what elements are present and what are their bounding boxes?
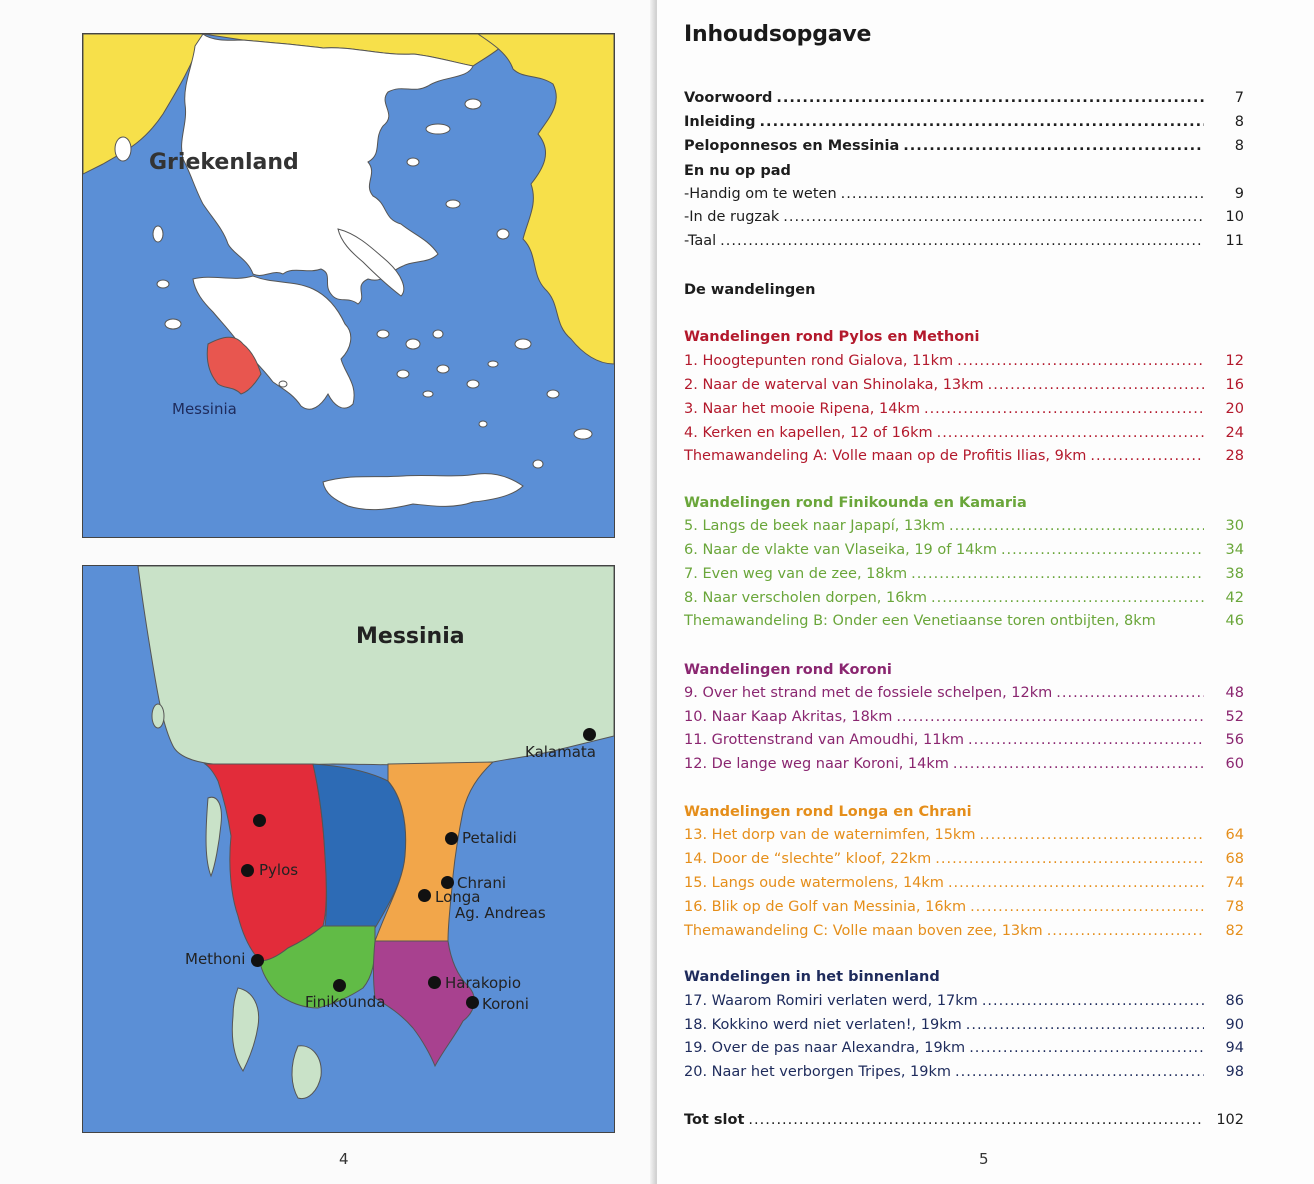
finikounda-dot — [333, 979, 346, 992]
toc-entry-title: 14. Door de “slechte” kloof, 22km — [684, 851, 932, 867]
messinia-map-title: Messinia — [356, 624, 465, 649]
toc-entry-title: Themawandeling A: Volle maan op de Profitis Ilias, 9km — [684, 448, 1087, 464]
toc-entry-title: 9. Over het strand met de fossiele schelpen, 12km — [684, 685, 1053, 701]
koroni-dot — [466, 996, 479, 1009]
leader-dots — [841, 186, 1204, 202]
toc-row — [684, 448, 1244, 464]
harakopio-label: Harakopio — [445, 974, 522, 992]
toc-row — [684, 875, 1244, 891]
leader-dots — [968, 732, 1204, 748]
toc-entry-page: 64 — [1225, 827, 1244, 843]
toc-entry-page: 94 — [1225, 1040, 1244, 1056]
finikounda-label: Finikounda — [305, 993, 386, 1011]
leader-dots — [1090, 448, 1204, 464]
toc-entry-title: Themawandeling C: Volle maan boven zee, 13km — [684, 923, 1043, 939]
leader-dots — [966, 1017, 1204, 1033]
methoni-dot — [251, 954, 264, 967]
toc-entry-page: 28 — [1225, 448, 1244, 464]
toc-entry-title: 12. De lange weg naar Koroni, 14km — [684, 756, 949, 772]
toc-entry-page: 90 — [1225, 1017, 1244, 1033]
messinia-map-graphic — [83, 566, 614, 1132]
toc-row — [684, 233, 1244, 249]
leader-dots — [903, 138, 1204, 154]
left-page — [0, 0, 655, 1184]
right-page-number: 5 — [979, 1150, 989, 1168]
toc-row — [684, 353, 1244, 369]
toc-row — [684, 1017, 1244, 1033]
toc-entry-title: 1. Hoogtepunten rond Gialova, 11km — [684, 353, 954, 369]
toc-entry-page: 38 — [1225, 566, 1244, 582]
toc-entry-title: 15. Langs oude watermolens, 14km — [684, 875, 944, 891]
toc-entry-page: 42 — [1225, 590, 1244, 606]
leader-dots — [953, 756, 1204, 772]
section-heading-binnenland: Wandelingen in het binnenland — [684, 969, 940, 985]
methoni-label: Methoni — [185, 950, 246, 968]
toc-row-peloponnesos — [684, 138, 1244, 154]
toc-entry-title: 16. Blik op de Golf van Messinia, 16km — [684, 899, 967, 915]
leader-dots — [1056, 685, 1204, 701]
toc-entry-title: 13. Het dorp van de waternimfen, 15km — [684, 827, 976, 843]
toc-row — [684, 1040, 1244, 1056]
longa-label: Longa — [435, 888, 481, 906]
toc-row — [684, 377, 1244, 393]
toc-entry-page: 12 — [1225, 353, 1244, 369]
leader-dots — [937, 425, 1204, 441]
toc-row-voorwoord — [684, 90, 1244, 106]
leader-dots — [957, 353, 1204, 369]
toc-entry-page: 68 — [1225, 851, 1244, 867]
toc-row — [684, 518, 1244, 534]
toc-row — [684, 993, 1244, 1009]
toc-entry-page: 60 — [1225, 756, 1244, 772]
toc-entry-title: 19. Over de pas naar Alexandra, 19km — [684, 1040, 966, 1056]
leader-dots — [955, 1064, 1204, 1080]
toc-entry-title: Peloponnesos en Messinia — [684, 138, 900, 154]
chrani-label: Chrani — [457, 874, 507, 892]
leader-dots — [979, 827, 1204, 843]
section-heading-finikounda: Wandelingen rond Finikounda en Kamaria — [684, 495, 1027, 511]
leader-dots — [896, 709, 1204, 725]
toc-entry-title: Voorwoord — [684, 90, 773, 106]
toc-entry-title: -Taal — [684, 233, 717, 249]
greece-map-graphic — [83, 34, 614, 537]
leader-dots — [931, 590, 1204, 606]
toc-row — [684, 923, 1244, 939]
toc-row — [684, 827, 1244, 843]
toc-entry-title: 2. Naar de waterval van Shinolaka, 13km — [684, 377, 984, 393]
toc-row — [684, 590, 1244, 606]
leader-dots — [969, 1040, 1204, 1056]
pylos-label: Pylos — [259, 861, 299, 879]
toc-entry-title: Themawandeling B: Onder een Venetiaanse toren ontbijten, 8km — [684, 613, 1156, 629]
toc-heading-walks: De wandelingen — [684, 282, 816, 298]
toc-row — [684, 401, 1244, 417]
toc-entry-title: -In de rugzak — [684, 209, 780, 225]
leader-dots — [720, 233, 1204, 249]
toc-row — [684, 732, 1244, 748]
toc-entry-page: 78 — [1225, 899, 1244, 915]
section-heading-koroni: Wandelingen rond Koroni — [684, 662, 892, 678]
leader-dots — [1047, 923, 1204, 939]
toc-entry-page: 24 — [1225, 425, 1244, 441]
leader-dots — [949, 518, 1204, 534]
toc-entry-page: 11 — [1225, 233, 1244, 249]
toc-entry-page: 46 — [1225, 613, 1244, 629]
toc-entry-page: 56 — [1225, 732, 1244, 748]
messinia-map — [82, 565, 615, 1133]
toc-entry-title: -Handig om te weten — [684, 186, 837, 202]
kalamata-dot — [583, 728, 596, 741]
ag-andreas-label: Ag. Andreas — [455, 904, 546, 922]
toc-row — [684, 425, 1244, 441]
toc-row — [684, 899, 1244, 915]
greece-label: Griekenland — [149, 150, 299, 175]
leader-dots — [988, 377, 1204, 393]
greece-map — [82, 33, 615, 538]
toc-entry-page: 98 — [1225, 1064, 1244, 1080]
petalidi-label: Petalidi — [462, 829, 517, 847]
leader-dots — [776, 90, 1204, 106]
toc-entry-page: 8 — [1234, 114, 1244, 130]
toc-row-tot-slot — [684, 1112, 1244, 1128]
toc-row — [684, 186, 1244, 202]
koroni-label: Koroni — [482, 995, 529, 1013]
leader-dots — [948, 875, 1204, 891]
leader-dots — [970, 899, 1204, 915]
toc-entry-page: 52 — [1225, 709, 1244, 725]
toc-entry-title: 17. Waarom Romiri verlaten werd, 17km — [684, 993, 978, 1009]
toc-entry-page: 20 — [1225, 401, 1244, 417]
toc-entry-page: 82 — [1225, 923, 1244, 939]
longa-dot — [418, 889, 431, 902]
toc-entry-page: 74 — [1225, 875, 1244, 891]
leader-dots — [924, 401, 1204, 417]
toc-row — [684, 1064, 1244, 1080]
toc-title: Inhoudsopgave — [684, 22, 872, 47]
toc-entry-title: 11. Grottenstrand van Amoudhi, 11km — [684, 732, 964, 748]
leader-dots — [760, 114, 1204, 130]
toc-row — [684, 209, 1244, 225]
toc-entry-page: 10 — [1225, 209, 1244, 225]
toc-entry-page: 30 — [1225, 518, 1244, 534]
toc-row — [684, 851, 1244, 867]
gialova-dot — [253, 814, 266, 827]
toc-entry-title: Inleiding — [684, 114, 756, 130]
toc-entry-page: 48 — [1225, 685, 1244, 701]
leader-dots — [911, 566, 1204, 582]
toc-entry-page: 8 — [1234, 138, 1244, 154]
toc-row — [684, 566, 1244, 582]
leader-dots — [748, 1112, 1204, 1128]
messinia-region-label: Messinia — [172, 400, 237, 418]
toc-row — [684, 685, 1244, 701]
section-heading-longa: Wandelingen rond Longa en Chrani — [684, 804, 972, 820]
toc-row — [684, 709, 1244, 725]
toc-entry-page: 9 — [1234, 186, 1244, 202]
toc-entry-page: 86 — [1225, 993, 1244, 1009]
pylos-dot — [241, 864, 254, 877]
petalidi-dot — [445, 832, 458, 845]
toc-entry-title: 20. Naar het verborgen Tripes, 19km — [684, 1064, 952, 1080]
toc-entry-page: 34 — [1225, 542, 1244, 558]
toc-heading-en-nu-op-pad: En nu op pad — [684, 163, 791, 179]
mainland-north — [138, 566, 614, 765]
toc-row — [684, 542, 1244, 558]
leader-dots — [783, 209, 1204, 225]
toc-entry-title: 10. Naar Kaap Akritas, 18km — [684, 709, 893, 725]
left-page-number: 4 — [339, 1150, 349, 1168]
toc-entry-title: 18. Kokkino werd niet verlaten!, 19km — [684, 1017, 962, 1033]
toc-entry-title: 6. Naar de vlakte van Vlaseika, 19 of 14km — [684, 542, 997, 558]
toc-row-inleiding — [684, 114, 1244, 130]
section-heading-pylos: Wandelingen rond Pylos en Methoni — [684, 329, 980, 345]
leader-dots — [1001, 542, 1204, 558]
toc-entry-title: 4. Kerken en kapellen, 12 of 16km — [684, 425, 933, 441]
toc-entry-title: 3. Naar het mooie Ripena, 14km — [684, 401, 920, 417]
toc-entry-page: 7 — [1234, 90, 1244, 106]
toc-entry-title: 7. Even weg van de zee, 18km — [684, 566, 908, 582]
toc-row — [684, 756, 1244, 772]
leader-dots — [935, 851, 1204, 867]
harakopio-dot — [428, 976, 441, 989]
kalamata-label: Kalamata — [525, 743, 597, 761]
toc-entry-page: 102 — [1216, 1112, 1244, 1128]
toc-entry-title: 8. Naar verscholen dorpen, 16km — [684, 590, 927, 606]
toc-row — [684, 613, 1244, 629]
leader-dots — [982, 993, 1204, 1009]
toc-entry-title: 5. Langs de beek naar Japapí, 13km — [684, 518, 945, 534]
toc-entry-page: 16 — [1225, 377, 1244, 393]
toc-entry-title: Tot slot — [684, 1112, 745, 1128]
